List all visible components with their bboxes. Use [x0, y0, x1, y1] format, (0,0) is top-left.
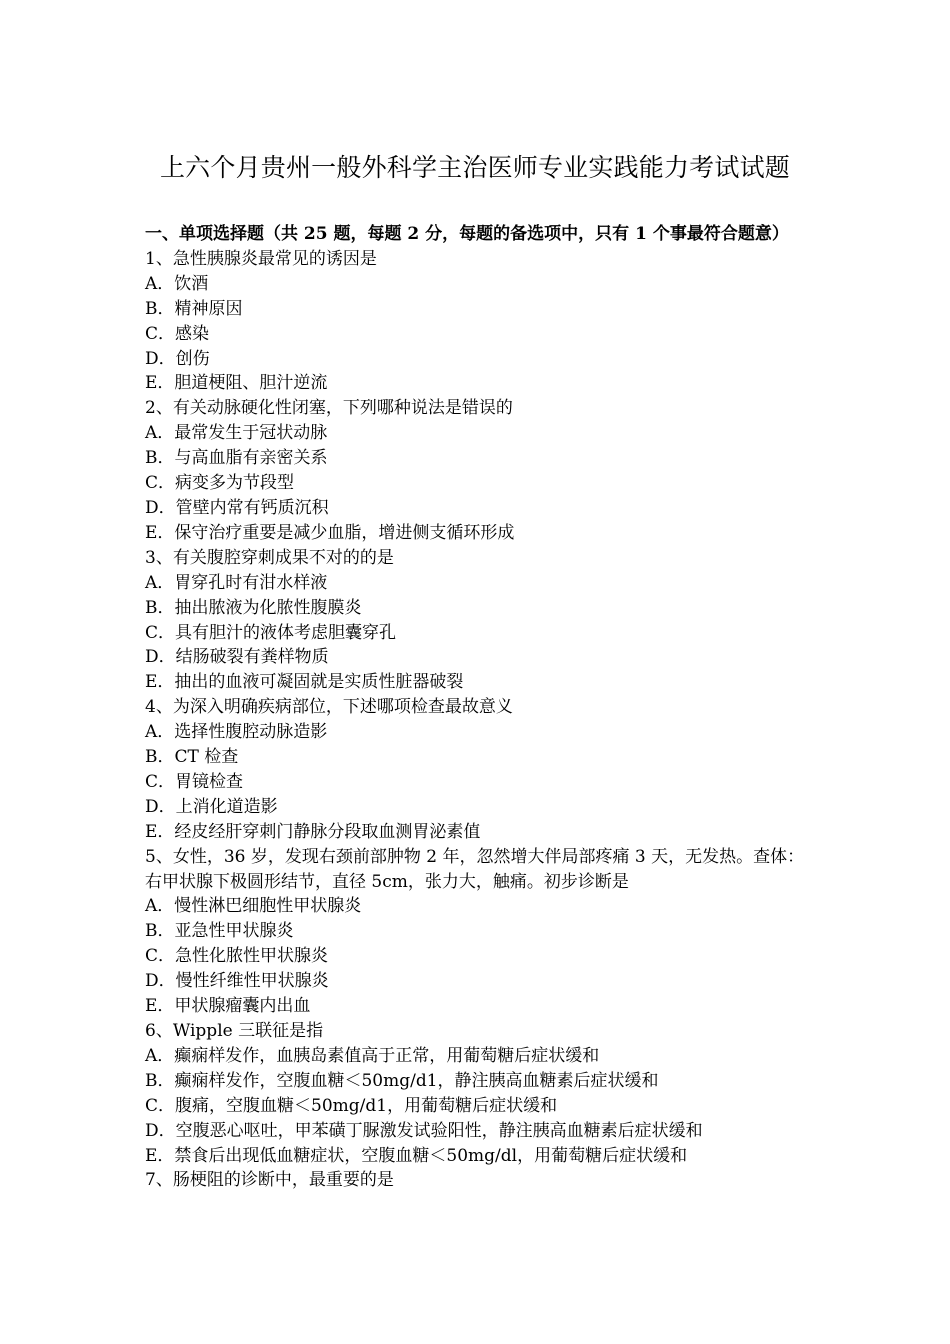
question-stem: 6、Wipple 三联征是指 [145, 1021, 324, 1041]
option-d: D．慢性纤维性甲状腺炎 [145, 971, 329, 992]
option-e: E．抽出的血液可凝固就是实质性脏器破裂 [145, 672, 464, 693]
question-stem: 5、女性，36 岁，发现右颈前部肿物 2 年，忽然增大伴局部疼痛 3 天，无发热。查体：右甲状腺下极圆形结节，直径 5cm，张力大，触痛。初步诊断是 [145, 846, 805, 892]
option-b: B．精神原因 [145, 298, 243, 319]
section-heading: 一、单项选择题（共 25 题，每题 2 分，每题的备选项中，只有 1 个事最符合题意） [145, 224, 789, 244]
option-d: D．空腹恶心呕吐，甲苯磺丁脲激发试验阳性，静注胰高血糖素后症状缓和 [145, 1120, 703, 1141]
option-b: B．抽出脓液为化脓性腹膜炎 [145, 597, 362, 618]
option-e: E．保守治疗重要是减少血脂，增进侧支循环形成 [145, 522, 515, 543]
question-stem: 4、为深入明确疾病部位，下述哪项检查最故意义 [145, 697, 513, 718]
question-1 [145, 247, 815, 396]
option-a: A．胃穿孔时有泔水样液 [145, 572, 328, 593]
option-e: E．经皮经肝穿刺门静脉分段取血测胃泌素值 [145, 821, 481, 842]
question-stem: 1、急性胰腺炎最常见的诱因是 [145, 248, 377, 269]
option-c: C．具有胆汁的液体考虑胆囊穿孔 [145, 622, 397, 643]
option-c: C．感染 [145, 323, 210, 344]
question-4 [145, 695, 815, 844]
option-a: A．最常发生于冠状动脉 [145, 423, 328, 444]
option-e: E．禁食后出现低血糖症状，空腹血糖＜50mg/dl，用葡萄糖后症状缓和 [145, 1145, 688, 1166]
question-stem: 3、有关腹腔穿刺成果不对的的是 [145, 547, 394, 568]
option-d: D．结肠破裂有粪样物质 [145, 647, 329, 668]
option-d: D．上消化道造影 [145, 796, 278, 817]
option-d: D．创伤 [145, 348, 210, 369]
question-7 [145, 1168, 815, 1193]
option-c: C．胃镜检查 [145, 771, 244, 792]
option-a: A．饮酒 [145, 273, 209, 294]
option-b: B．亚急性甲状腺炎 [145, 921, 294, 942]
question-stem: 2、有关动脉硬化性闭塞，下列哪种说法是错误的 [145, 398, 513, 419]
option-a: A．癫痫样发作，血胰岛素值高于正常，用葡萄糖后症状缓和 [145, 1045, 600, 1066]
option-a: A．慢性淋巴细胞性甲状腺炎 [145, 896, 362, 917]
question-5 [145, 845, 815, 1019]
option-b: B．CT 检查 [145, 747, 239, 768]
question-2 [145, 396, 815, 545]
question-stem: 7、肠梗阻的诊断中，最重要的是 [145, 1170, 394, 1191]
option-e: E．胆道梗阻、胆汁逆流 [145, 373, 328, 394]
option-c: C．病变多为节段型 [145, 473, 295, 494]
option-d: D．管壁内常有钙质沉积 [145, 497, 329, 518]
document-title: 上六个月贵州一般外科学主治医师专业实践能力考试试题 [159, 153, 790, 182]
question-6 [145, 1019, 815, 1168]
option-b: B．与高血脂有亲密关系 [145, 448, 328, 469]
option-c: C．腹痛，空腹血糖＜50mg/d1，用葡萄糖后症状缓和 [145, 1095, 558, 1116]
option-b: B．癫痫样发作，空腹血糖＜50mg/d1，静注胰高血糖素后症状缓和 [145, 1070, 659, 1091]
option-c: C．急性化脓性甲状腺炎 [145, 946, 329, 967]
option-a: A．选择性腹腔动脉造影 [145, 722, 328, 743]
document-body [145, 222, 815, 1193]
question-3 [145, 546, 815, 695]
option-e: E．甲状腺瘤囊内出血 [145, 996, 311, 1017]
